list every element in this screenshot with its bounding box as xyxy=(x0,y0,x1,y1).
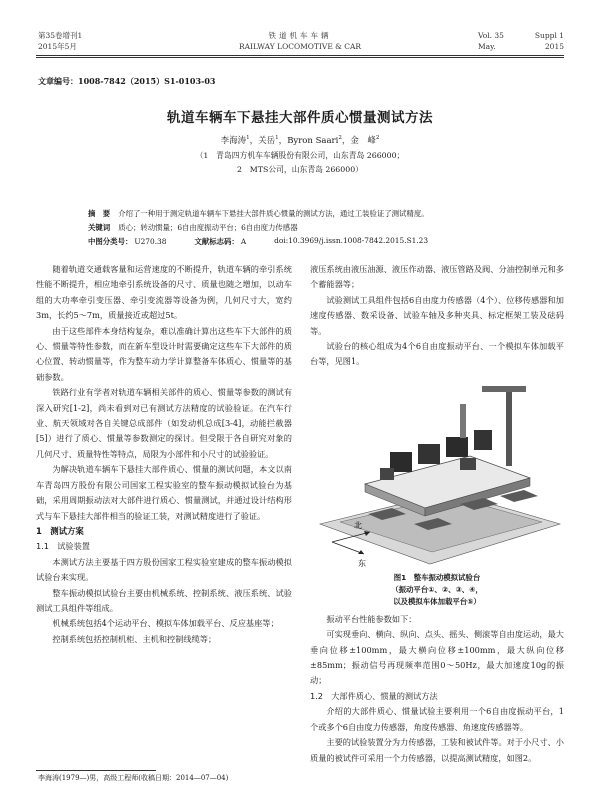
doc-value: A xyxy=(240,237,247,246)
section-heading-1-1: 1.1 试验装置 xyxy=(36,541,90,552)
classification-row xyxy=(88,236,518,247)
doi: doi:10.3969/j.issn.1008-7842.2015.S1.23 xyxy=(274,236,429,245)
header-year-en: 2015 xyxy=(544,42,564,51)
abstract xyxy=(88,208,429,219)
author-mark: 2 xyxy=(375,135,380,142)
journal-name-en: RAILWAY LOCOMOTIVE & CAR xyxy=(238,42,362,51)
doc-label: 文献标志码： xyxy=(194,237,239,246)
body-paragraph: 可实现垂向、横向、纵向、点头、摇头、侧滚等自由度运动，最大垂向位移±100mm，最大横向位移±100mm，最大纵向位移±85mm；振动信号再现频率范围0～50Hz，最大加速度10g的振动； xyxy=(310,629,564,686)
figure-1-caption-line-2: （振动平台①、②、③、④， xyxy=(391,584,483,594)
body-paragraph: 液压系统由液压油源、液压作动器、液压管路及阀、分油控制单元和多个蓄能器等； xyxy=(310,264,564,290)
header-right xyxy=(478,30,564,52)
body-paragraph: 整车振动模拟试验台主要由机械系统、控制系统、液压系统、试验测试工具组件等组成。 xyxy=(36,587,292,613)
header-volume: 第35卷增刊1 xyxy=(38,31,83,40)
author-name: 关岳 xyxy=(258,136,276,146)
header-rule-thin xyxy=(36,57,564,58)
body-paragraph: 本测试方法主要基于四方股份国家工程实验室建成的整车振动模拟试验台来实现。 xyxy=(36,556,292,583)
author-mark: 1 xyxy=(246,135,250,142)
class-label: 中图分类号： xyxy=(88,237,133,246)
journal-name-cn: 铁道机车车辆 xyxy=(268,31,332,40)
header-month-en: May. xyxy=(478,42,496,51)
keywords-label: 关键词 xyxy=(88,223,111,232)
section-heading-1-2: 1.2 大部件质心、惯量的测试方法 xyxy=(310,690,438,701)
header-rule xyxy=(36,55,564,56)
article-number: 文章编号：1008-7842（2015）S1-0103-03 xyxy=(38,76,216,86)
figure-1-caption-line-3: 以及模拟车体加载平台⑤） xyxy=(393,596,481,606)
paper-title: 轨道车辆车下悬挂大部件质心惯量测试方法 xyxy=(167,110,433,126)
author-mark: 1 xyxy=(275,135,279,142)
north-label: 北 xyxy=(354,520,362,530)
abstract-text: 介绍了一种用于测定轨道车辆车下悬挂大部件质心惯量的测试方法，通过工装验证了测试精度。 xyxy=(118,209,429,218)
body-paragraph: 介绍的大部件质心、惯量试验主要利用一个6自由度振动平台，1个或多个6自由度力传感器，角度传感器、角速度传感器等。 xyxy=(310,706,564,732)
header-date: 2015年5月 xyxy=(38,42,77,51)
keywords-text: 质心；转动惯量；6自由度振动平台；6自由度力传感器 xyxy=(118,223,298,232)
body-paragraph: 试验测试工具组件包括6自由度力传感器（4个）、位移传感器和加速度传感器、数采设备、试验车轴及多种夹具、标定框架工装及砝码等。 xyxy=(310,294,564,336)
header-suppl-en: Suppl 1 xyxy=(534,31,564,40)
body-paragraph: 为解决轨道车辆车下悬挂大部件质心、惯量的测试问题，本文以南车青岛四方股份有限公司国家工程实验室的整车振动模拟试验台为基础，采用周期振动法对大部件进行质心、惯量测试，并通过设计结构形式与车下悬挂大部件相当的验证工装，对测试精度进行了验证。 xyxy=(36,464,292,521)
affiliation-1: （1 青岛四方机车车辆股份有限公司，山东青岛 266000； xyxy=(195,151,405,160)
body-paragraph: 试验台的核心组成为4个6自由度振动平台、一个模拟车体加载平台等，见图1。 xyxy=(310,341,564,367)
left-column xyxy=(36,262,292,647)
author-list: 李海涛$^1$，关岳$^1$，Byron Saari$^2$，金 峰$^2$ xyxy=(220,135,380,146)
body-paragraph: 控制系统包括控制机柜、主机和控制线缆等； xyxy=(52,633,217,644)
body-paragraph: 振动平台性能参数如下： xyxy=(326,613,417,624)
abstract-label: 摘 要 xyxy=(88,209,111,218)
test-rig-illustration xyxy=(310,374,564,570)
header-vol-en: Vol. 35 xyxy=(478,31,504,40)
class-value: U270.38 xyxy=(134,237,167,246)
east-label: 东 xyxy=(358,558,366,568)
body-paragraph: 由于这些部件本身结构复杂，难以准确计算出这些车下大部件的质心、惯量等特性参数，而在新车型设计时需要确定这些车下大部件的质心位置、转动惯量等，作为整车动力学计算整备车体质心、惯量等的基础参数。 xyxy=(36,325,292,382)
section-heading-1: 1 测试方案 xyxy=(36,525,84,536)
figure-1-test-rig xyxy=(310,374,564,570)
author-name: 金 峰 xyxy=(350,136,376,146)
author-mark: 2 xyxy=(338,135,342,142)
author-footnote: 李海涛(1979—)男，高级工程师(收稿日期：2014—07—04) xyxy=(38,774,229,782)
author-name: Byron Saari xyxy=(287,136,339,146)
right-column xyxy=(310,262,564,766)
figure-1-caption-title: 图1 整车振动模拟试验台 xyxy=(393,572,481,582)
author-name: 李海涛 xyxy=(220,136,247,146)
body-paragraph: 主要的试验装置分为力传感器，工装和被试件等。对于小尺寸、小质量的被试件可采用一个力传感器，以提高测试精度，如图2。 xyxy=(310,737,564,763)
body-paragraph: 机械系统包括4个运动平台、模拟车体加载平台、反应基座等； xyxy=(52,618,279,629)
body-paragraph: 铁路行业有学者对轨道车辆相关部件的质心、惯量等参数的测试有深入研究[1-2]，尚未看到对已有测试方法精度的试验验证。在汽车行业、航天领域对各自关键总成部件（如发动机总成[3-4]，动能拦截器[5]）进行了质心、惯量等参数测定的探讨。但受限于各自研究对象的几何尺寸、质量特性等特点，局限为小部件和小尺寸的试验验证。 xyxy=(36,387,292,459)
keywords xyxy=(88,222,298,233)
body-paragraph: 随着轨道交通载客量和运营速度的不断提升，轨道车辆的牵引系统性能不断提升，相应地牵引系统设备的尺寸、质量也随之增加，以动车组的大功率牵引变压器、牵引变流器等设备为例，几何尺寸大，宽约3m，长约5～7m，质量接近或超过5t。 xyxy=(36,264,292,321)
affiliation-2: 2 MTS公司，山东青岛 266000） xyxy=(237,165,363,174)
footnote-rule xyxy=(36,770,156,771)
